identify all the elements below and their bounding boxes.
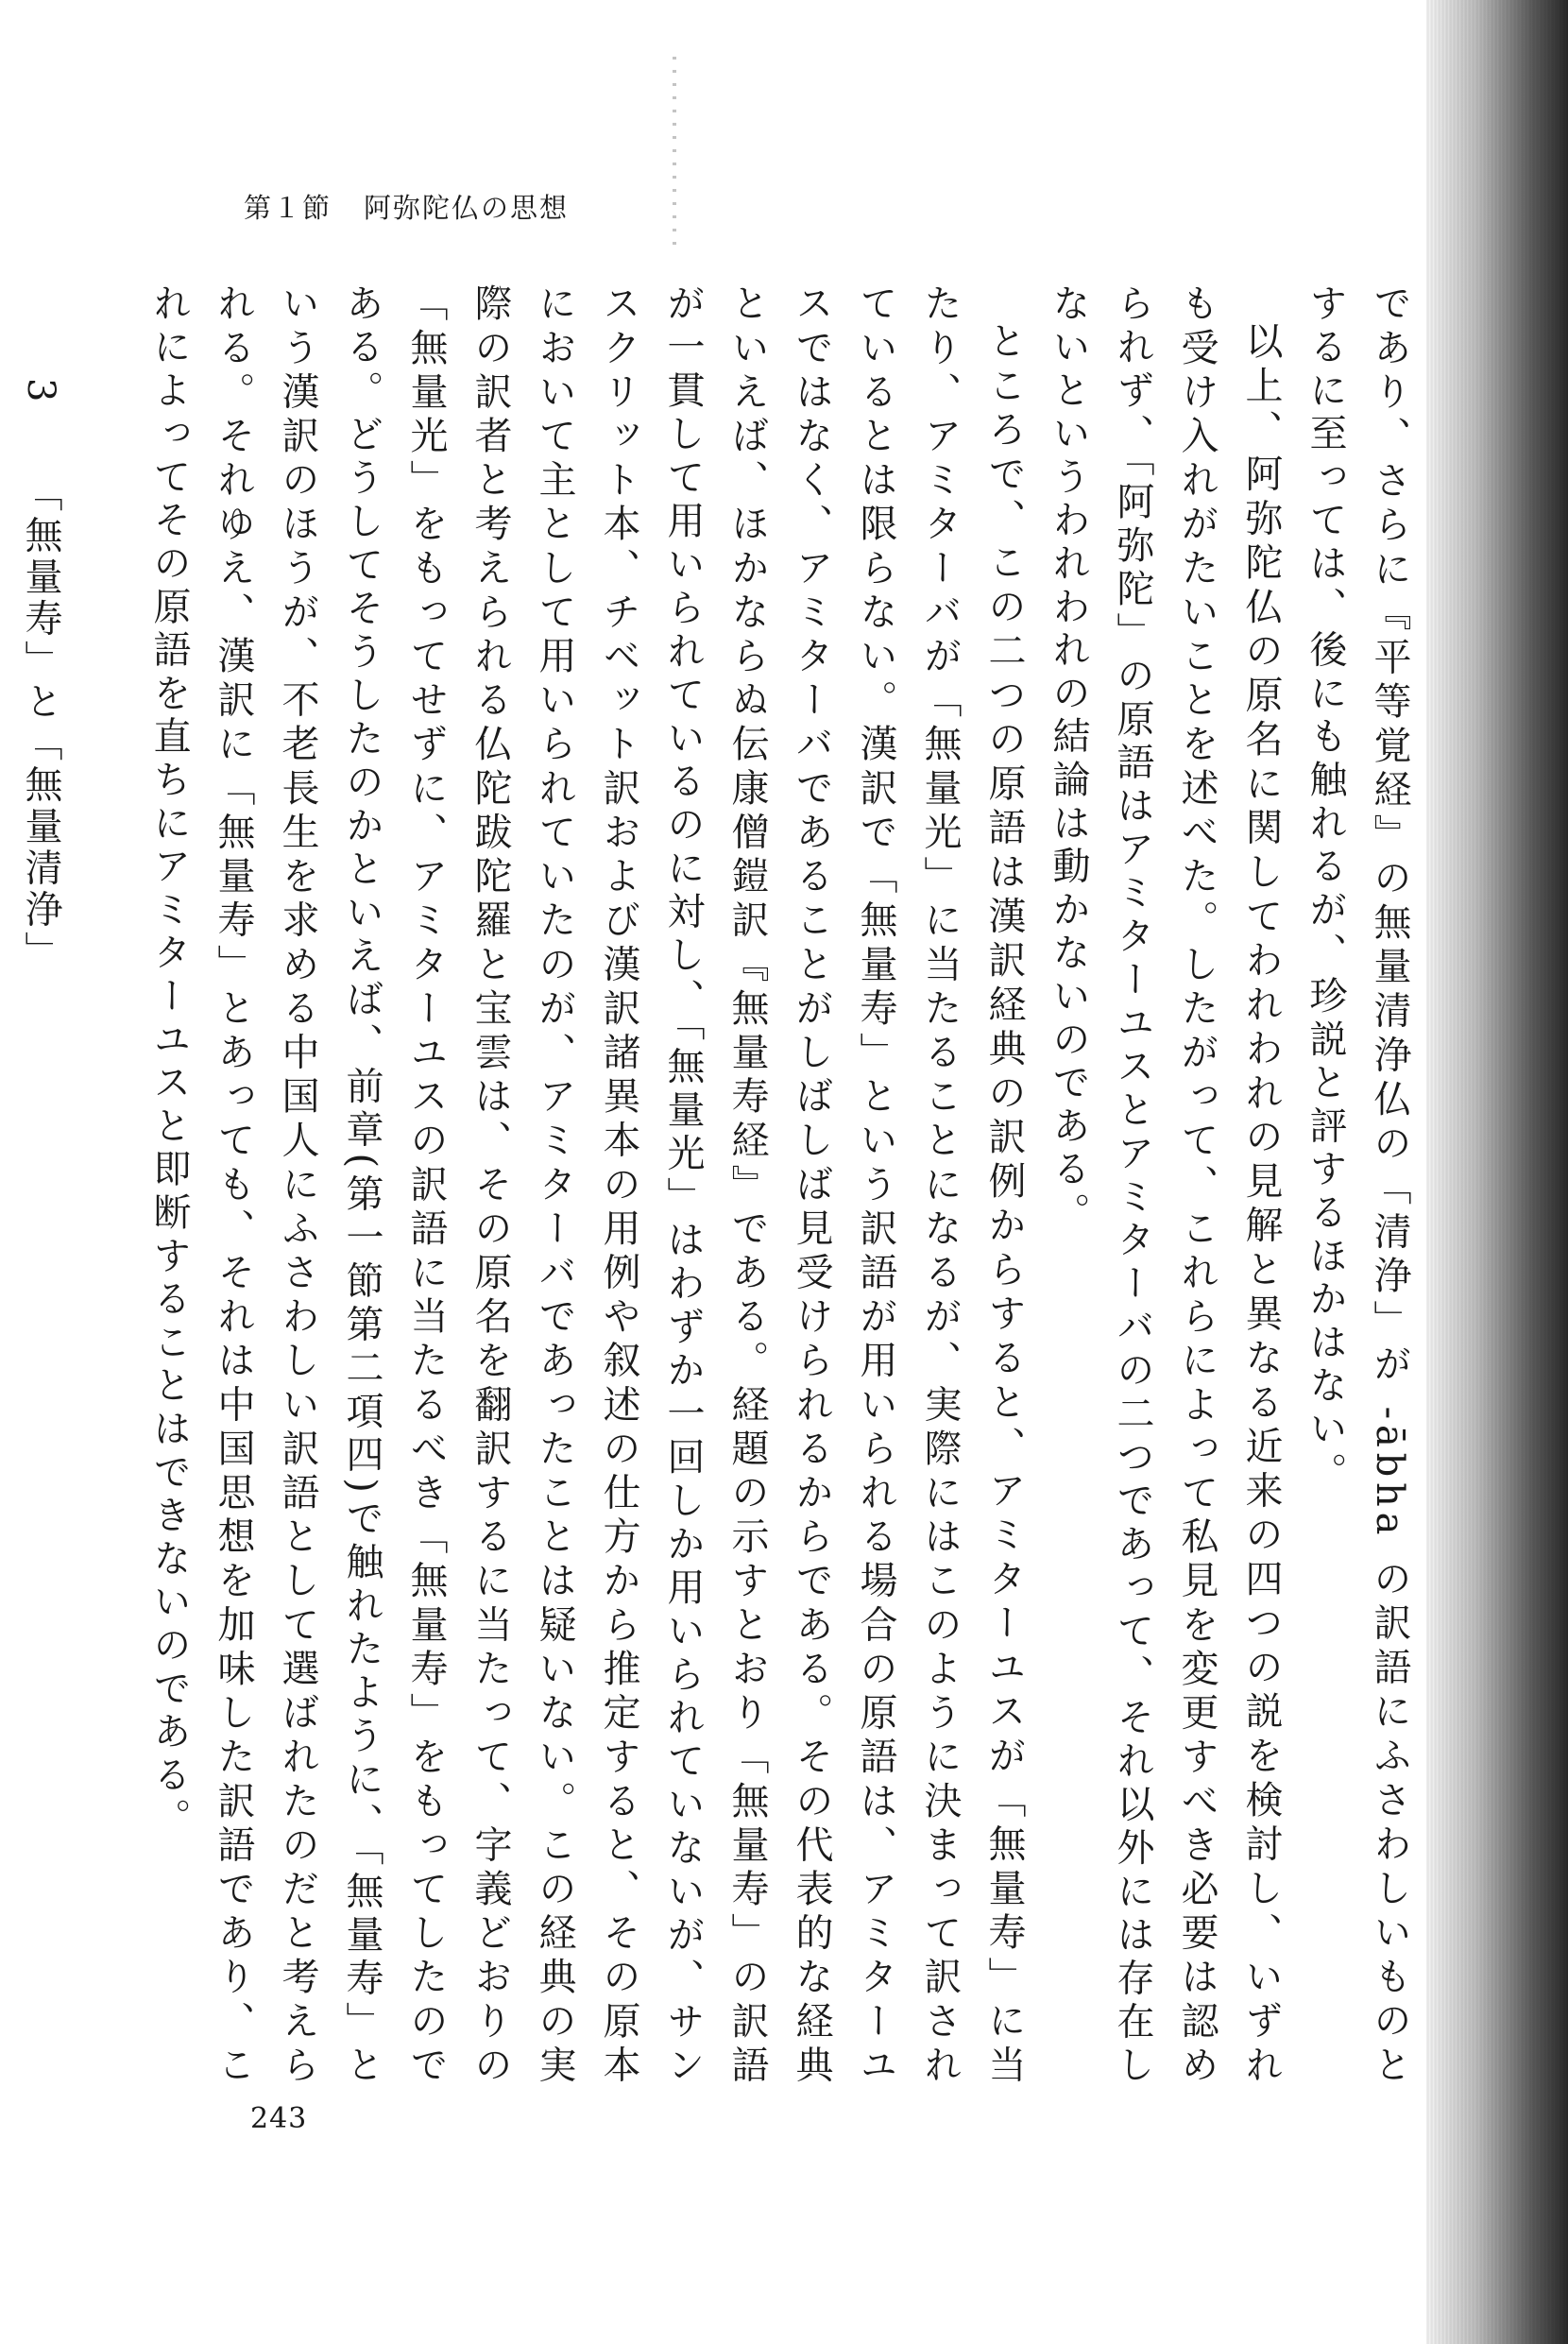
running-head <box>244 187 569 226</box>
scan-artifact <box>673 57 676 246</box>
paragraph-3: ところで、この二つの原語は漢訳経典の訳例からすると、アミターユスが「無量寿」に当たり、アミターバが「無量光」に当たることになるが、実際にはこのように決まって訳されているとは限らない。漢訳で「無量寿」という訳語が用いられる場合の原語は、アミターユスではなく、アミターバであることがしばしば見受けられるからである。その代表的な経典といえば、ほかならぬ伝康僧鎧訳『無量寿経』である。経題の示すとおり「無量寿」の訳語が一貫して用いられているのに対し、「無量光」はわずか一回しか用いられていないが、サンスクリット本、チベット訳および漢訳諸異本の用例や叙述の仕方から推定すると、その原本において主として用いられていたのが、アミターバであったことは疑いない。この経典の実際の訳者と考えられる仏陀跋陀羅と宝雲は、その原名を翻訳するに当たって、字義どおりの「無量光」をもってせずに、アミターユスの訳語に当たるべき「無量寿」をもってしたのである。どうしてそうしたのかといえば、前章(第一節第二項四)で触れたように、「無量寿」という漢訳のほうが、不老長生を求める中国人にふさわしい訳語として選ばれたのだと考えられる。それゆえ、漢訳に「無量寿」とあっても、それは中国思想を加味した訳語であり、これによってその原語を直ちにアミターユスと即断することはできないのである。 <box>147 283 1026 2088</box>
binding-shadow <box>1426 0 1568 2344</box>
section-heading-text: 「無量寿」と「無量清浄」 <box>19 492 62 973</box>
section-heading-number: 3 <box>19 378 62 406</box>
page-number: 243 <box>250 2102 308 2135</box>
running-head-title: 阿弥陀仏の思想 <box>364 192 570 224</box>
paragraph-1: であり、さらに『平等覚経』の無量清浄仏の「清浄」が -ābha の訳語にふさわしいものとするに至っては、後にも触れるが、珍説と評するほかはない。 <box>1304 283 1411 2088</box>
vertical-body-text <box>0 283 1422 2088</box>
paragraph-2: 以上、阿弥陀仏の原名に関してわれわれの見解と異なる近来の四つの説を検討し、いずれも受け入れがたいことを述べた。したがって、これらによって私見を変更すべき必要は認められず、「阿弥陀」の原語はアミターユスとアミターバの二つであって、それ以外には存在しないというわれわれの結論は動かないのである。 <box>1047 283 1283 2088</box>
running-head-section: 第１節 <box>244 192 332 224</box>
section-heading <box>9 283 73 2088</box>
